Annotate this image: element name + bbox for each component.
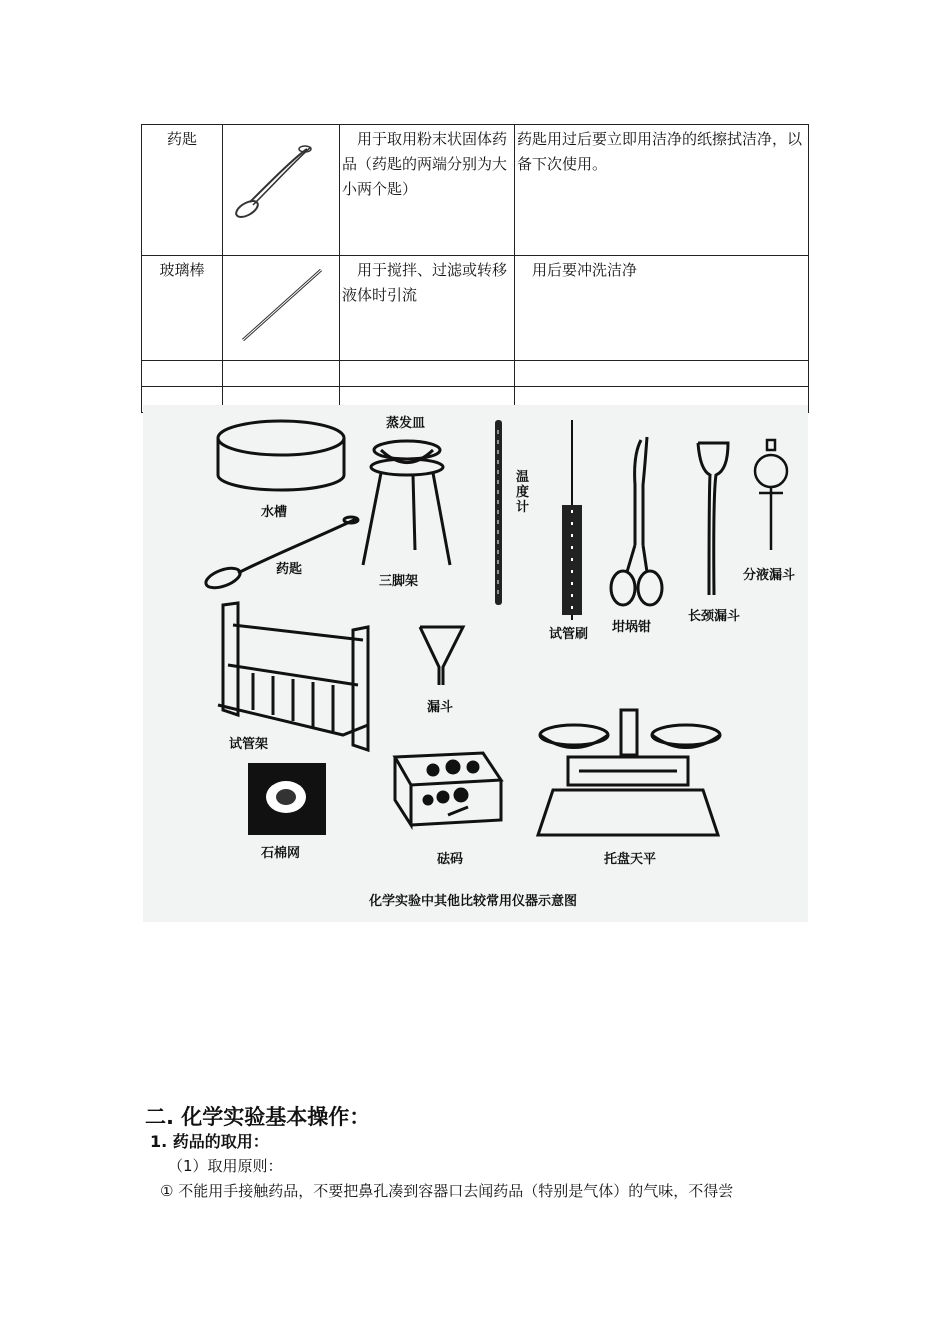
label-weights: 砝码 [437, 852, 464, 867]
funnel-icon [420, 627, 463, 685]
thermometer-icon [495, 420, 502, 605]
instrument-note: 用后要冲洗洁净 [515, 256, 809, 361]
table-row [142, 256, 809, 361]
label-separatory-funnel: 分液漏斗 [743, 568, 796, 583]
instrument-image-cell [223, 361, 340, 387]
long-neck-funnel-icon [698, 443, 728, 595]
test-tube-rack-icon [218, 603, 368, 750]
label-funnel: 漏斗 [427, 700, 454, 715]
tripod-icon [363, 441, 450, 565]
figure-caption: 化学实验中其他比较常用仪器示意图 [369, 894, 578, 909]
apparatus-illustration [143, 405, 808, 922]
instrument-use [340, 361, 515, 387]
table-row [142, 125, 809, 256]
instrument-image-cell [223, 125, 340, 256]
label-balance: 托盘天平 [604, 852, 657, 867]
section-heading: 二. 化学实验基本操作： [145, 1105, 371, 1129]
apparatus-figure [143, 405, 808, 922]
label-water-trough: 水槽 [261, 505, 288, 520]
weights-box-icon [395, 753, 501, 825]
instrument-name: 药匙 [142, 125, 223, 256]
instrument-note: 药匙用过后要立即用洁净的纸擦拭洁净，以备下次使用。 [515, 125, 809, 256]
instrument-table [141, 124, 809, 413]
subsection-item: （1）取用原则： [168, 1157, 283, 1175]
water-trough-icon [218, 421, 344, 490]
spoon-icon [225, 127, 333, 245]
balance-icon [538, 710, 720, 835]
label-thermometer: 温度计 [516, 470, 530, 515]
subsection-heading: 1. 药品的取用： [150, 1132, 269, 1151]
table-row [142, 361, 809, 387]
paragraph: ① 不能用手接触药品，不要把鼻孔凑到容器口去闻药品（特别是气体）的气味，不得尝 [160, 1182, 734, 1200]
spoon-drawing-icon [203, 517, 358, 592]
instrument-name [142, 361, 223, 387]
separatory-funnel-icon [755, 440, 787, 550]
instrument-use: 用于取用粉末状固体药品（药匙的两端分别为大小两个匙） [340, 125, 515, 256]
label-evaporating-dish: 蒸发皿 [386, 416, 426, 431]
asbestos-net-icon [248, 763, 326, 835]
instrument-name: 玻璃棒 [142, 256, 223, 361]
label-test-tube-brush: 试管刷 [549, 627, 589, 642]
label-asbestos-net: 石棉网 [261, 846, 301, 861]
instrument-note [515, 361, 809, 387]
glass-rod-icon [225, 258, 333, 350]
instrument-image-cell [223, 256, 340, 361]
label-spoon: 药匙 [276, 562, 303, 577]
crucible-tongs-icon [611, 437, 662, 605]
instrument-use: 用于搅拌、过滤或转移液体时引流 [340, 256, 515, 361]
label-long-neck-funnel: 长颈漏斗 [688, 609, 741, 624]
label-crucible-tongs: 坩埚钳 [612, 620, 652, 635]
test-tube-brush-icon [562, 420, 582, 620]
label-tripod: 三脚架 [379, 574, 419, 589]
label-test-tube-rack: 试管架 [229, 737, 269, 752]
